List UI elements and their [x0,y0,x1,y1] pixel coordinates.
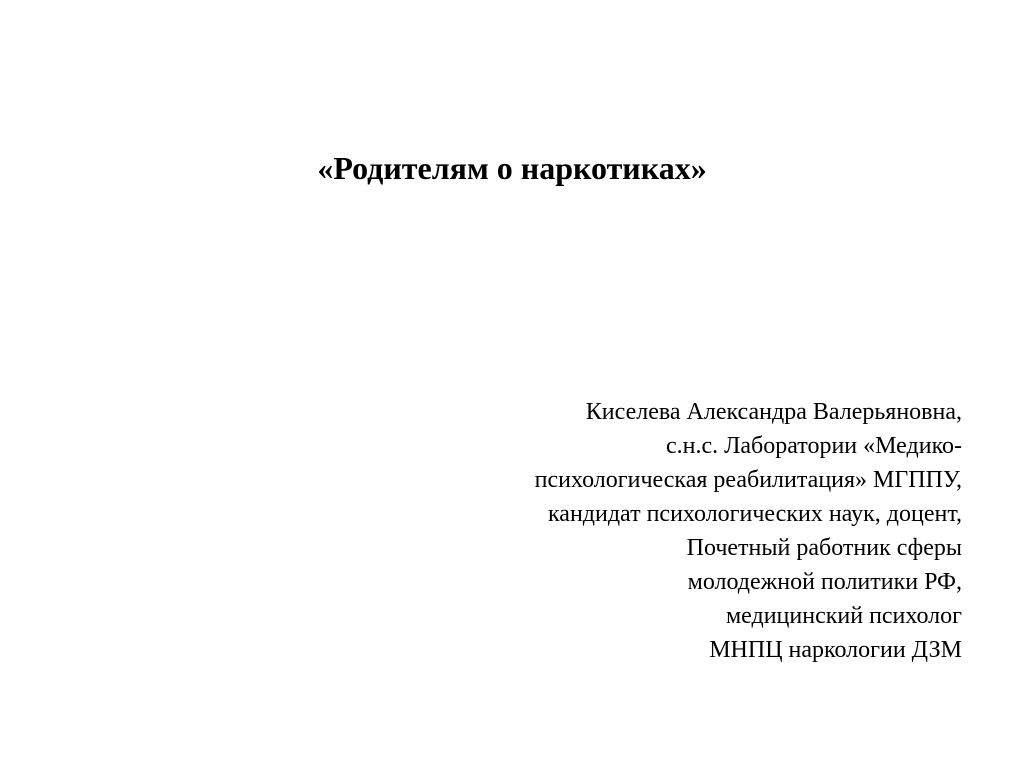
author-info [402,395,962,667]
author-degree: кандидат психологических наук, доцент, [548,501,962,527]
author-position-line-1: с.н.с. Лаборатории «Медико- [665,433,962,459]
author-honor-line-2: молодежной политики РФ, [687,569,962,595]
author-name: Киселева Александра Валерьяновна, [585,399,962,425]
author-organization: МНПЦ наркологии ДЗМ [709,637,962,663]
author-role: медицинский психолог [725,603,962,629]
author-honor-line-1: Почетный работник сферы [686,535,962,561]
slide-title: «Родителям о наркотиках» [317,150,707,186]
author-position-line-2: психологическая реабилитация» МГППУ, [534,467,962,493]
